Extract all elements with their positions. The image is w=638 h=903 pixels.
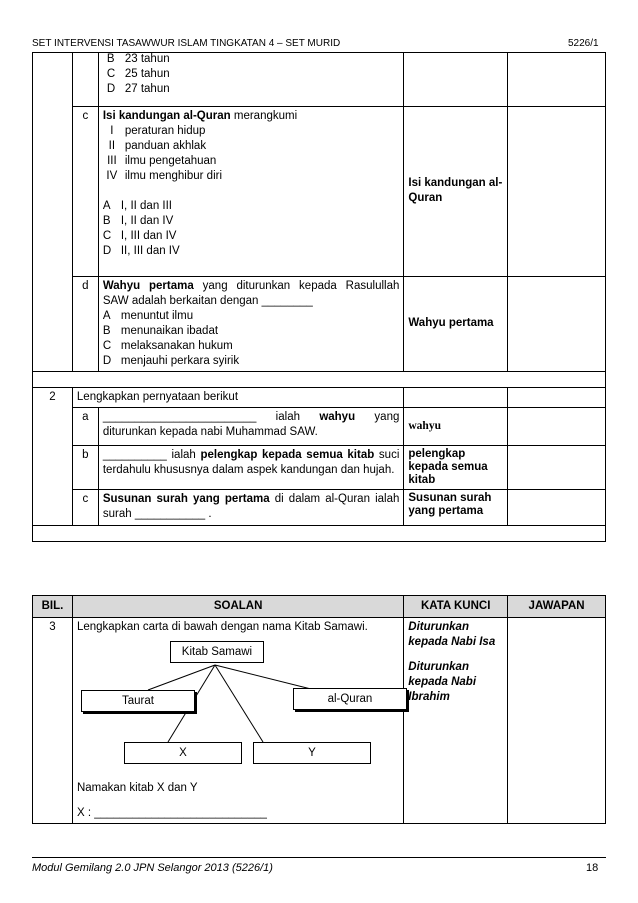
header-code: 5226/1 [568,38,599,49]
keyword-cell: Diturunkan kepada Nabi Isa Diturunkan kepada Nabi Ibrahim [404,618,508,824]
question-table-2 [32,595,606,824]
option-row: D II, III dan IV [102,244,180,257]
part-b-options [98,52,404,106]
part-d-question: Wahyu pertama yang diturunkan kepada Rasulullah SAW adalah berkaitan dengan ________ A menuntut ilmu B menunaikan ibadat C melaksanakan hukum D menjauhi perkara syirik [98,276,404,371]
bil-cell-1 [33,52,73,371]
header-kata-kunci: KATA KUNCI [404,596,508,618]
option-row: A menuntut ilmu [102,309,194,322]
chart-node-root: Kitab Samawi [170,641,264,663]
row-q2a [33,407,606,445]
row-part-d [33,276,606,371]
chart-node-taurat: Taurat [81,690,195,712]
roman-item: IV ilmu menghibur diri [106,169,223,182]
chart-node-y: Y [253,742,371,764]
header-jawapan: JAWAPAN [508,596,606,618]
answer-cell[interactable] [508,387,606,407]
option-row: D menjauhi perkara syirik [102,354,240,367]
row-part-c [33,106,606,276]
option-row: B I, II dan IV [102,214,174,227]
question-table-1 [32,52,606,542]
q2b-question: __________ ialah pelengkap kepada semua kitab suci terdahulu khususnya dalam aspek kandungan dan hujah. [98,445,404,489]
chart-node-alquran: al-Quran [293,688,407,710]
answer-cell[interactable] [508,52,606,106]
q3-answer-line-x[interactable]: X : ___________________________ [76,807,267,819]
option-row: A I, II dan III [102,199,172,212]
row-q3 [33,618,606,824]
q3-prompt: Lengkapkan carta di bawah dengan nama Kitab Samawi. [76,621,368,633]
header-title: SET INTERVENSI TASAWWUR ISLAM TINGKATAN 4 – SET MURID [32,38,341,49]
roman-item: III ilmu pengetahuan [107,154,217,167]
part-label: c [72,489,98,525]
part-c-question: Isi kandungan al-Quran merangkumi I peraturan hidup II panduan akhlak III ilmu pengetahuan IV ilmu menghibur diri A I, II dan III B I, II dan IV C I, III dan IV D II, III dan IV [98,106,404,276]
part-label: a [72,407,98,445]
keyword-cell: pelengkap kepada semua kitab [404,445,508,489]
keyword-cell: wahyu [404,407,508,445]
answer-cell[interactable] [508,618,606,824]
roman-item: I peraturan hidup [110,124,206,137]
keyword-cell: Isi kandungan al-Quran [404,106,508,276]
header-bil: BIL. [33,596,73,618]
keyword-cell: Wahyu pertama [404,276,508,371]
q2c-question: Susunan surah yang pertama di dalam al-Quran ialah surah ___________ . [98,489,404,525]
bil-cell-3: 3 [33,618,73,824]
q3-question [72,618,403,824]
chart-node-x: X [124,742,242,764]
row-q2 [33,387,606,407]
option-row: C 25 tahun [106,68,170,80]
footer-text: Modul Gemilang 2.0 JPN Selangor 2013 (5226/1) [32,862,273,874]
spacer-row [33,525,606,541]
table-header-row [33,596,606,618]
q2a-question: ________________________ ialah wahyu yang diturunkan kepada nabi Muhammad SAW. [98,407,404,445]
option-row: D 27 tahun [106,83,170,95]
part-label: b [72,445,98,489]
part-label: c [72,106,98,276]
header-soalan: SOALAN [72,596,403,618]
keyword-cell: Susunan surah yang pertama [404,489,508,525]
answer-cell[interactable] [508,407,606,445]
q3-ask: Namakan kitab X dan Y [76,782,198,794]
part-label: d [72,276,98,371]
answer-cell[interactable] [508,445,606,489]
q2-prompt: Lengkapkan pernyataan berikut [72,387,403,407]
roman-item: II panduan akhlak [108,139,207,152]
row-part-b [33,52,606,106]
answer-cell[interactable] [508,106,606,276]
option-row: B menunaikan ibadat [102,324,219,337]
row-q2c [33,489,606,525]
page-number: 18 [586,862,599,874]
option-row: C I, III dan IV [102,229,177,242]
bil-cell-2: 2 [33,387,73,525]
option-row: C melaksanakan hukum [102,339,233,352]
answer-cell[interactable] [508,276,606,371]
footer-rule [32,857,606,858]
kitab-chart [77,635,399,769]
option-row: B 23 tahun [106,53,170,65]
spacer-row [33,371,606,387]
answer-cell[interactable] [508,489,606,525]
row-q2b [33,445,606,489]
